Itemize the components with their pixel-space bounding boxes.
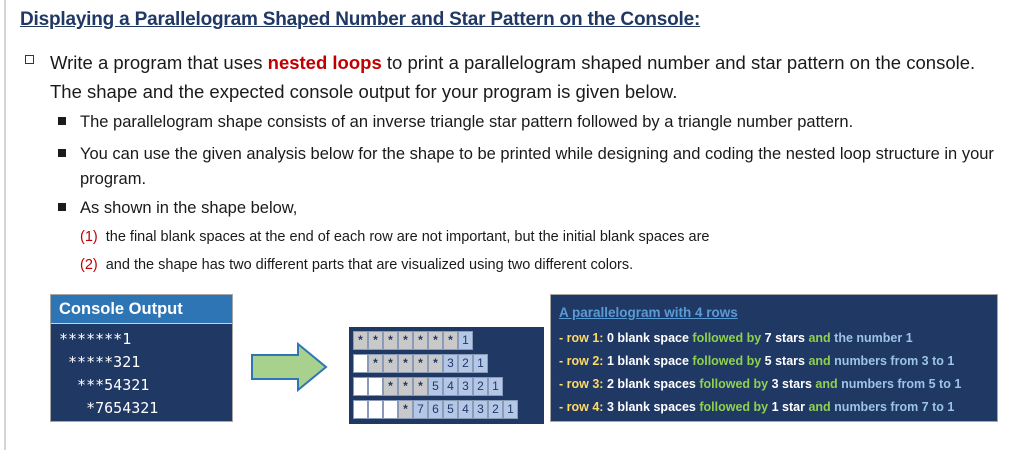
row-blanks: 3 blank spaces	[606, 400, 696, 414]
row-mid1: followed by	[692, 354, 762, 368]
row-numbers: numbers from 7 to 1	[834, 400, 955, 414]
main-bullet	[20, 48, 1010, 106]
item-number: (1)	[80, 229, 98, 245]
star-cell: *	[443, 331, 458, 350]
row-numbers: numbers from 3 to 1	[834, 354, 955, 368]
main-bullet-text	[50, 48, 1010, 106]
row-numbers: the number 1	[834, 331, 913, 345]
sub-bullet-3	[58, 196, 1008, 221]
numbered-item-2	[80, 257, 633, 273]
console-line: ***54321	[59, 376, 150, 394]
page-title: Displaying a Parallelogram Shaped Number and Star Pattern on the Console:	[20, 9, 701, 30]
blank-cell	[368, 400, 383, 419]
number-cell: 2	[458, 354, 473, 373]
blank-cell	[383, 400, 398, 419]
number-cell: 5	[443, 400, 458, 419]
number-cell: 6	[428, 400, 443, 419]
row-dash: -	[559, 400, 567, 414]
sub-bullet-text: As shown in the shape below,	[80, 199, 298, 217]
number-cell: 1	[503, 400, 518, 419]
sub-bullet-text: The parallelogram shape consists of an inverse triangle star pattern followed by a triangle number pattern.	[80, 113, 854, 131]
row-mid1: followed by	[699, 400, 769, 414]
row-label: row 2:	[566, 354, 604, 368]
number-cell: 5	[428, 377, 443, 396]
star-cell: *	[368, 331, 383, 350]
row-label: row 4:	[566, 400, 604, 414]
console-line: *****321	[59, 353, 141, 371]
row-numbers: numbers from 5 to 1	[841, 377, 962, 391]
filled-square-bullet-icon	[58, 117, 66, 125]
star-cell: *	[383, 354, 398, 373]
row-blanks: 1 blank space	[606, 354, 689, 368]
star-cell: *	[398, 400, 413, 419]
row-mid1: followed by	[699, 377, 769, 391]
filled-square-bullet-icon	[58, 203, 66, 211]
number-cell: 2	[473, 377, 488, 396]
sub-bullet-2	[58, 142, 1008, 192]
main-text-after: to print a parallelogram shaped number and star pattern on the console. The shape and the expected console output for your program is given below.	[50, 52, 976, 102]
row-stars: 1 star	[771, 400, 805, 414]
number-cell: 1	[488, 377, 503, 396]
star-cell: *	[383, 331, 398, 350]
star-cell: *	[383, 377, 398, 396]
row-mid2: and	[815, 377, 838, 391]
item-text: and the shape has two different parts that are visualized using two different colors.	[105, 257, 634, 273]
star-cell: *	[428, 354, 443, 373]
star-cell: *	[413, 377, 428, 396]
star-cell: *	[398, 331, 413, 350]
item-number: (2)	[80, 257, 98, 273]
number-cell: 7	[413, 400, 428, 419]
number-cell: 2	[488, 400, 503, 419]
star-cell: *	[398, 377, 413, 396]
row-blanks: 0 blank space	[606, 331, 689, 345]
blank-cell	[353, 377, 368, 396]
row-dash: -	[559, 331, 567, 345]
analysis-heading: A parallelogram with 4 rows	[559, 305, 738, 320]
filled-square-bullet-icon	[58, 149, 66, 157]
row-stars: 7 stars	[764, 331, 805, 345]
sub-bullet-1	[58, 110, 1008, 135]
analysis-row-1	[559, 327, 997, 350]
row-dash: -	[559, 354, 567, 368]
right-arrow-icon	[250, 342, 328, 392]
main-text-before: Write a program that uses	[50, 52, 268, 73]
star-cell: *	[413, 354, 428, 373]
star-cell: *	[368, 354, 383, 373]
number-cell: 1	[473, 354, 488, 373]
item-text: the final blank spaces at the end of each row are not important, but the initial blank spaces are	[105, 229, 710, 245]
blank-cell	[368, 377, 383, 396]
row-stars: 3 stars	[771, 377, 812, 391]
analysis-row-4	[559, 396, 997, 419]
row-blanks: 2 blank spaces	[606, 377, 696, 391]
number-cell: 3	[458, 377, 473, 396]
row-stars: 5 stars	[764, 354, 805, 368]
row-dash: -	[559, 377, 567, 391]
star-cell: *	[353, 331, 368, 350]
star-cell: *	[428, 331, 443, 350]
number-cell: 1	[458, 331, 473, 350]
analysis-panel	[550, 294, 998, 422]
row-label: row 1:	[566, 331, 604, 345]
row-mid2: and	[808, 354, 831, 368]
row-mid2: and	[808, 331, 831, 345]
hollow-square-bullet-icon	[25, 55, 34, 64]
star-cell: *	[413, 331, 428, 350]
analysis-row-3	[559, 373, 997, 396]
numbered-item-1	[80, 229, 709, 245]
number-cell: 3	[443, 354, 458, 373]
nested-loops-highlight: nested loops	[267, 52, 382, 73]
console-title: Console Output	[51, 295, 232, 324]
console-line: *******1	[59, 330, 132, 348]
console-output-panel	[50, 294, 233, 422]
row-label: row 3:	[566, 377, 604, 391]
console-line: *7654321	[59, 399, 159, 417]
console-body	[51, 324, 232, 420]
row-mid1: followed by	[692, 331, 762, 345]
left-border-line	[4, 0, 6, 450]
blank-cell	[353, 400, 368, 419]
blank-cell	[353, 354, 368, 373]
analysis-row-2	[559, 350, 997, 373]
number-cell: 3	[473, 400, 488, 419]
star-cell: *	[398, 354, 413, 373]
number-cell: 4	[458, 400, 473, 419]
sub-bullet-text: You can use the given analysis below for the shape to be printed while designing and coding the nested loop structure in your program.	[80, 145, 994, 188]
number-cell: 4	[443, 377, 458, 396]
row-mid2: and	[808, 400, 831, 414]
